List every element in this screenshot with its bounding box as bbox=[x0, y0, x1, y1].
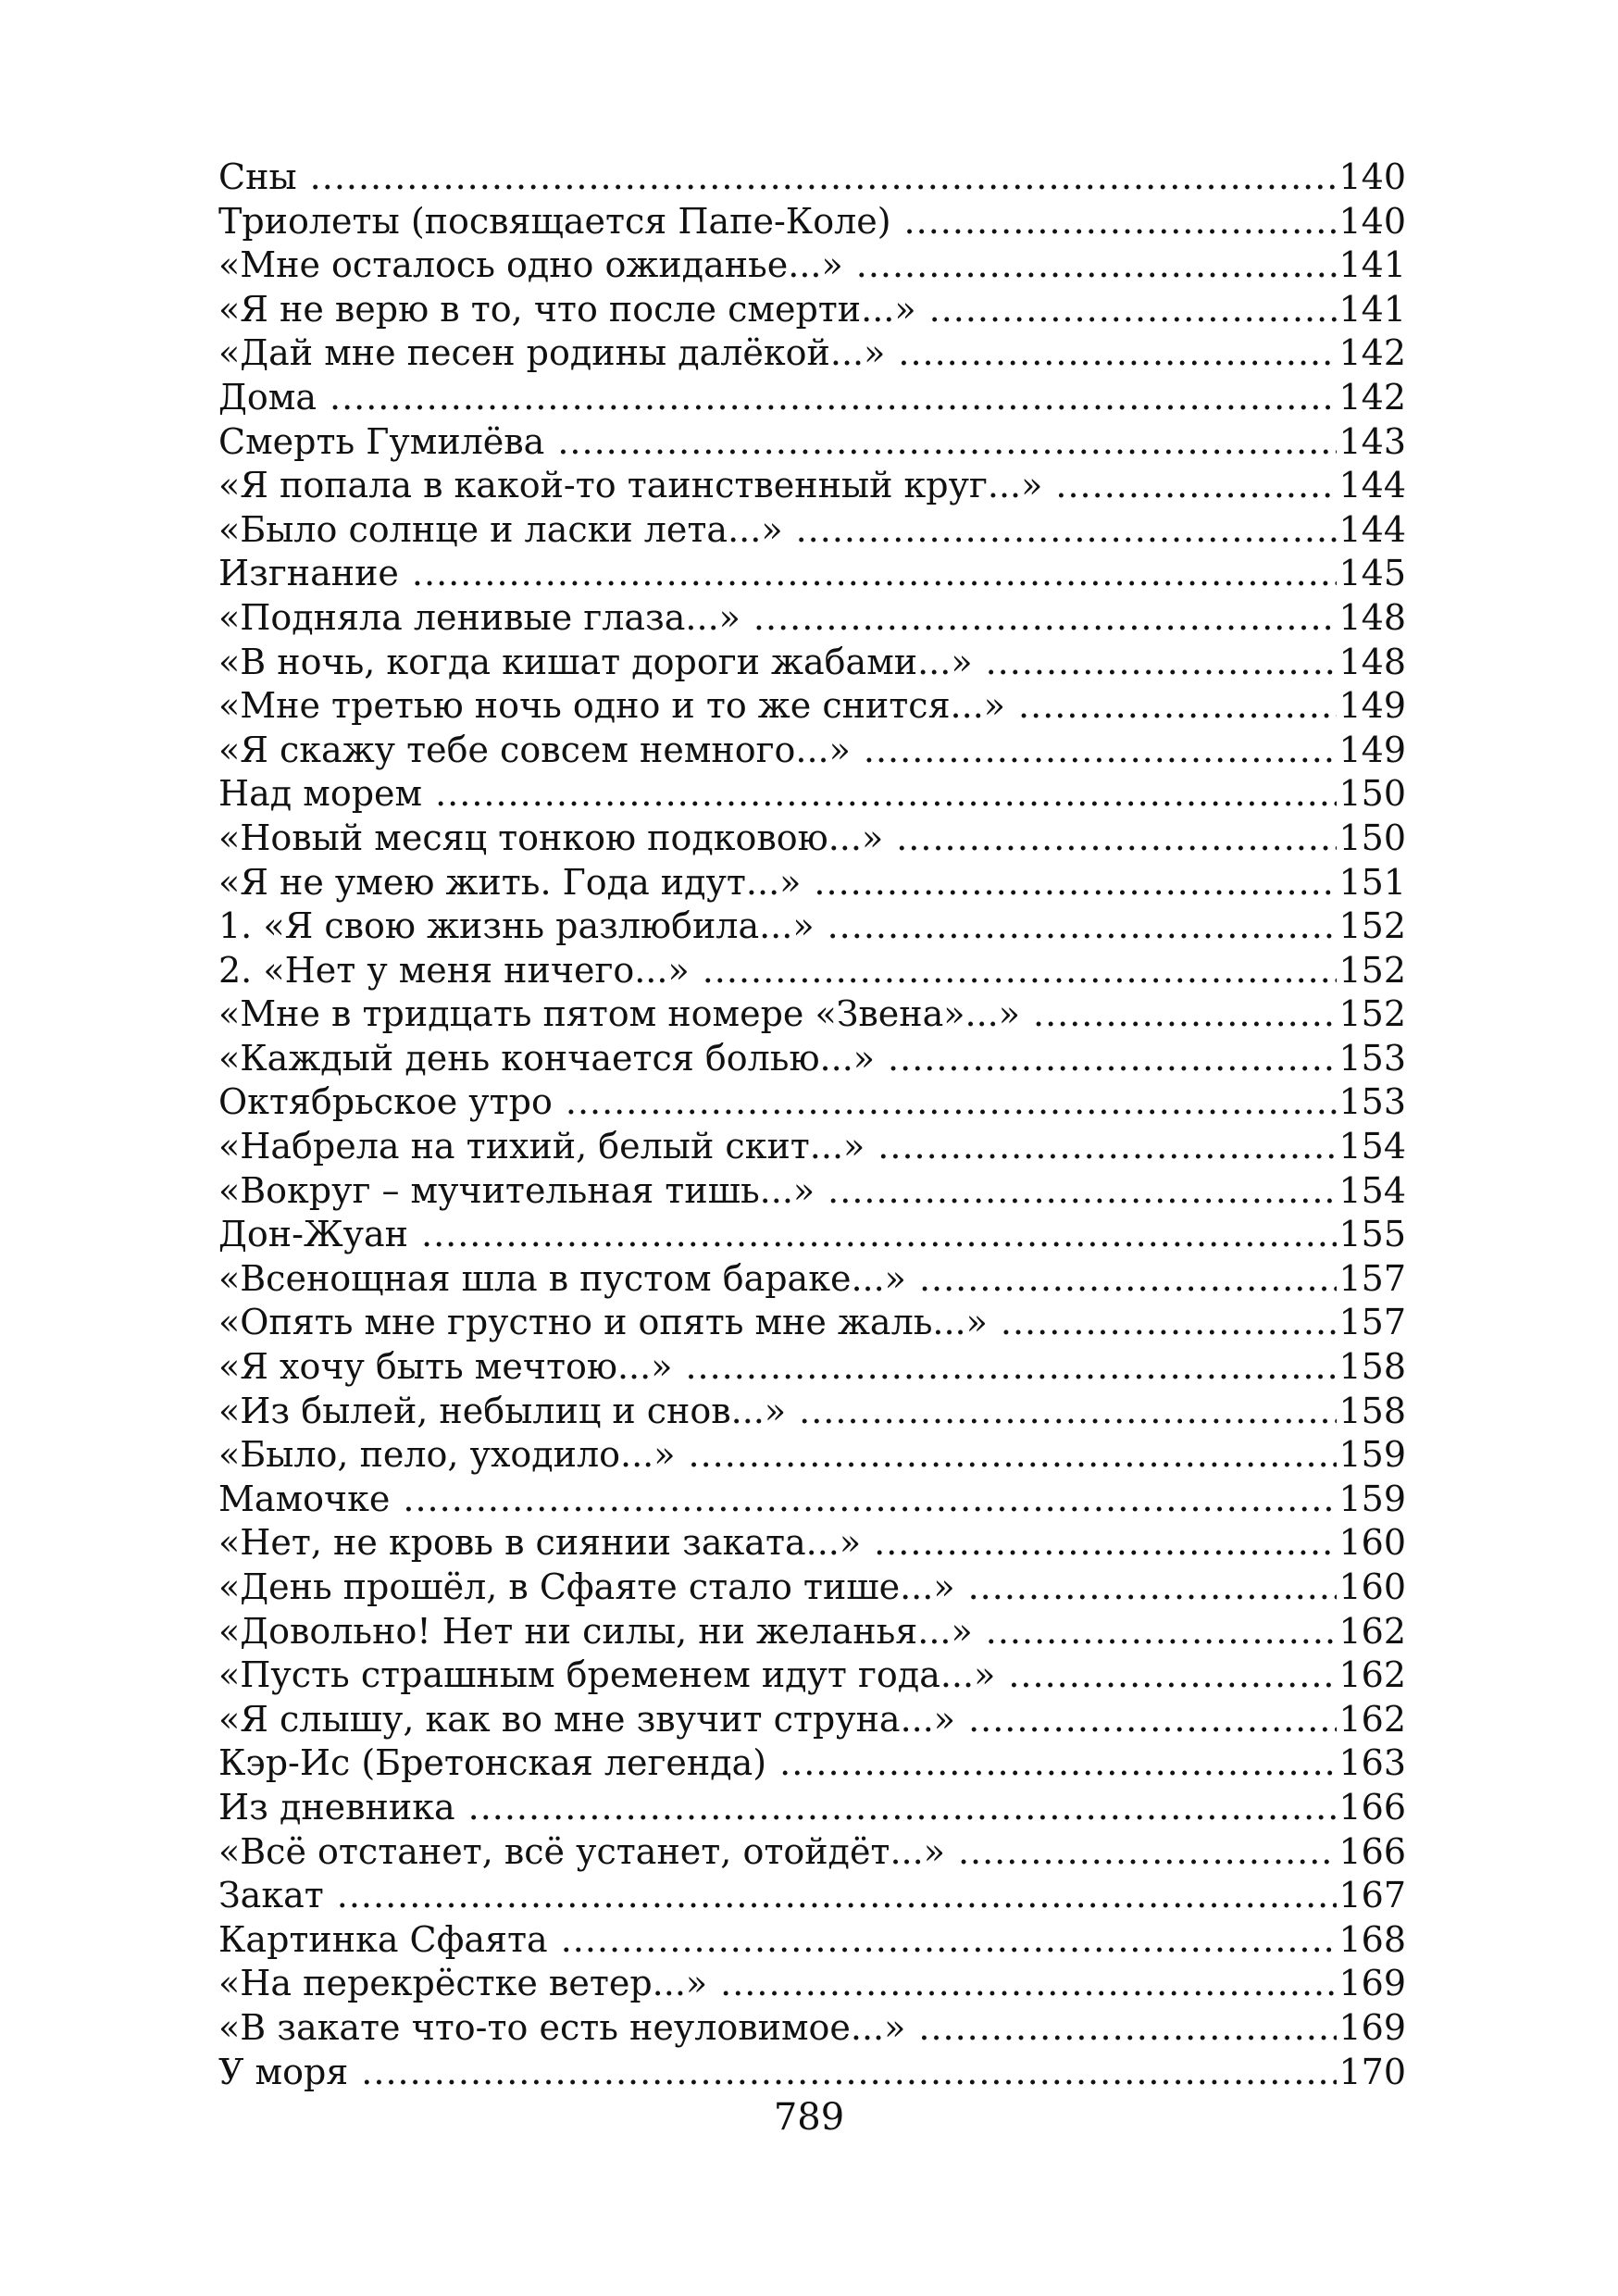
toc-entry bbox=[218, 1345, 1406, 1390]
toc-entry-page: 142 bbox=[1338, 332, 1406, 374]
toc-entry-title: «Я не верю в то, что после смерти...» bbox=[218, 288, 916, 330]
toc-entry bbox=[218, 243, 1406, 288]
toc-entry bbox=[218, 1301, 1406, 1345]
toc-entry bbox=[218, 1478, 1406, 1522]
toc-entry-page: 158 bbox=[1338, 1390, 1406, 1431]
toc-entry-title: Смерть Гумилёва bbox=[218, 420, 545, 462]
toc-entry-title: Дома bbox=[218, 376, 317, 418]
toc-entry bbox=[218, 2051, 1406, 2095]
toc-entry bbox=[218, 596, 1406, 641]
toc-leader-dots bbox=[856, 243, 1338, 288]
toc-entry-page: 162 bbox=[1338, 1698, 1406, 1740]
toc-leader-dots bbox=[1001, 1301, 1338, 1345]
toc-entry bbox=[218, 772, 1406, 817]
toc-entry-title: Изгнание bbox=[218, 553, 399, 594]
toc-leader-dots bbox=[685, 1345, 1337, 1390]
toc-entry-page: 152 bbox=[1338, 949, 1406, 991]
toc-leader-dots bbox=[877, 1125, 1337, 1169]
toc-entry-page: 162 bbox=[1338, 1610, 1406, 1652]
toc-entry-title: «Я скажу тебе совсем немного...» bbox=[218, 729, 851, 770]
toc-entry bbox=[218, 817, 1406, 861]
toc-entry-page: 151 bbox=[1338, 861, 1406, 903]
toc-leader-dots bbox=[986, 1610, 1338, 1654]
toc-entry-title: «Из былей, небылиц и снов...» bbox=[218, 1390, 787, 1431]
toc-entry bbox=[218, 1741, 1406, 1786]
toc-entry-page: 143 bbox=[1338, 420, 1406, 462]
toc-entry-page: 168 bbox=[1338, 1918, 1406, 1960]
toc-entry-page: 159 bbox=[1338, 1434, 1406, 1476]
toc-entry-page: 155 bbox=[1338, 1214, 1406, 1255]
toc-entry-title: «Опять мне грустно и опять мне жаль...» bbox=[218, 1302, 988, 1343]
toc-entry-page: 157 bbox=[1338, 1302, 1406, 1343]
toc-leader-dots bbox=[403, 1478, 1337, 1522]
toc-leader-dots bbox=[904, 200, 1338, 244]
toc-leader-dots bbox=[918, 2006, 1337, 2051]
toc-entry bbox=[218, 1037, 1406, 1081]
toc-leader-dots bbox=[337, 1874, 1338, 1918]
toc-entry-title: «Набрела на тихий, белый скит...» bbox=[218, 1126, 865, 1167]
toc-entry bbox=[218, 992, 1406, 1037]
toc-entry bbox=[218, 1653, 1406, 1698]
toc-leader-dots bbox=[703, 949, 1338, 993]
toc-entry bbox=[218, 1830, 1406, 1875]
toc-leader-dots bbox=[828, 905, 1338, 949]
toc-entry bbox=[218, 2006, 1406, 2051]
toc-entry-page: 153 bbox=[1338, 1081, 1406, 1123]
toc-leader-dots bbox=[1018, 684, 1337, 729]
toc-entry-page: 163 bbox=[1338, 1742, 1406, 1784]
toc-leader-dots bbox=[896, 817, 1337, 861]
toc-entry-page: 160 bbox=[1338, 1522, 1406, 1564]
page-number: 789 bbox=[773, 2096, 845, 2139]
toc-leader-dots bbox=[958, 1830, 1338, 1875]
toc-entry-page: 166 bbox=[1338, 1786, 1406, 1828]
toc-entry-title: «Нет, не кровь в сиянии заката...» bbox=[218, 1522, 862, 1564]
toc-entry-title: 2. «Нет у меня ничего...» bbox=[218, 949, 690, 991]
toc-leader-dots bbox=[796, 508, 1338, 553]
toc-entry-title: «Всенощная шла в пустом бараке...» bbox=[218, 1257, 906, 1299]
toc-entry bbox=[218, 376, 1406, 420]
toc-entry-page: 149 bbox=[1338, 729, 1406, 770]
toc-entry-title: «Я слышу, как во мне звучит струна...» bbox=[218, 1698, 956, 1740]
toc-entry-title: Картинка Сфаята bbox=[218, 1918, 548, 1960]
toc-entry bbox=[218, 1125, 1406, 1169]
toc-entry-title: Закат bbox=[218, 1875, 324, 1916]
toc-entry-title: «В ночь, когда кишат дороги жабами...» bbox=[218, 641, 973, 682]
toc-leader-dots bbox=[929, 288, 1338, 332]
toc-leader-dots bbox=[898, 331, 1337, 376]
toc-leader-dots bbox=[968, 1698, 1337, 1742]
toc-entry-page: 169 bbox=[1338, 2006, 1406, 2048]
toc-entry-page: 144 bbox=[1338, 465, 1406, 506]
toc-entry bbox=[218, 200, 1406, 244]
toc-entry-title: «Каждый день кончается болью...» bbox=[218, 1037, 876, 1079]
toc-leader-dots bbox=[468, 1786, 1338, 1830]
toc-entry-title: «В закате что-то есть неуловимое...» bbox=[218, 2006, 906, 2048]
toc-entry bbox=[218, 1962, 1406, 2006]
toc-entry bbox=[218, 552, 1406, 596]
toc-entry-page: 167 bbox=[1338, 1875, 1406, 1916]
toc-entry-page: 141 bbox=[1338, 288, 1406, 330]
toc-entry bbox=[218, 861, 1406, 905]
toc-entry-page: 169 bbox=[1338, 1963, 1406, 2004]
toc-entry-title: Кэр-Ис (Бретонская легенда) bbox=[218, 1742, 767, 1784]
toc-entry-title: «Было солнце и ласки лета...» bbox=[218, 508, 783, 550]
toc-entry-title: «Новый месяц тонкою подковою...» bbox=[218, 817, 884, 858]
toc-entry-page: 140 bbox=[1338, 200, 1406, 242]
toc-entry-title: «Вокруг – мучительная тишь...» bbox=[218, 1169, 815, 1211]
toc-leader-dots bbox=[799, 1390, 1337, 1434]
toc-entry-page: 142 bbox=[1338, 376, 1406, 418]
toc-entry-page: 158 bbox=[1338, 1346, 1406, 1388]
toc-entry-title: «Довольно! Нет ни силы, ни желанья...» bbox=[218, 1610, 973, 1652]
toc-entry-title: Дон-Жуан bbox=[218, 1214, 408, 1255]
toc-entry-title: «Мне третью ночь одно и то же снится...» bbox=[218, 685, 1006, 727]
toc-entry-title: «На перекрёстке ветер...» bbox=[218, 1963, 708, 2004]
toc-entry bbox=[218, 1257, 1406, 1302]
toc-leader-dots bbox=[566, 1080, 1338, 1125]
toc-entry-title: «Мне осталось одно ожиданье...» bbox=[218, 244, 843, 286]
toc-entry-page: 166 bbox=[1338, 1830, 1406, 1872]
toc-leader-dots bbox=[412, 552, 1338, 596]
toc-leader-dots bbox=[919, 1257, 1338, 1302]
toc-entry-page: 162 bbox=[1338, 1654, 1406, 1696]
toc-leader-dots bbox=[864, 729, 1338, 773]
toc-entry-title: У моря bbox=[218, 2051, 349, 2092]
toc-entry bbox=[218, 464, 1406, 508]
toc-entry bbox=[218, 1169, 1406, 1214]
toc-leader-dots bbox=[874, 1521, 1337, 1566]
toc-leader-dots bbox=[753, 596, 1338, 641]
toc-entry-title: «Я попала в какой-то таинственный круг...» bbox=[218, 465, 1043, 506]
toc-leader-dots bbox=[435, 772, 1337, 817]
toc-leader-dots bbox=[688, 1433, 1337, 1478]
toc-entry-page: 148 bbox=[1338, 596, 1406, 638]
toc-entry-title: Октябрьское утро bbox=[218, 1081, 553, 1123]
toc-leader-dots bbox=[557, 420, 1337, 465]
toc-entry-title: Триолеты (посвящается Папе-Коле) bbox=[218, 200, 891, 242]
toc-entry-title: 1. «Я свою жизнь разлюбила...» bbox=[218, 905, 815, 947]
toc-entry-page: 140 bbox=[1338, 156, 1406, 197]
toc-entry-page: 145 bbox=[1338, 553, 1406, 594]
toc-entry-title: Из дневника bbox=[218, 1786, 455, 1828]
toc-entry-page: 144 bbox=[1338, 508, 1406, 550]
toc-entry bbox=[218, 1566, 1406, 1610]
toc-entry-page: 150 bbox=[1338, 773, 1406, 815]
toc-entry-page: 148 bbox=[1338, 641, 1406, 682]
toc-entry bbox=[218, 949, 1406, 993]
toc-leader-dots bbox=[888, 1037, 1337, 1081]
toc-entry-title: Сны bbox=[218, 156, 297, 197]
toc-entry bbox=[218, 905, 1406, 949]
toc-entry-title: «Я хочу быть мечтою...» bbox=[218, 1346, 673, 1388]
toc-entry-page: 170 bbox=[1338, 2051, 1406, 2092]
toc-entry bbox=[218, 1390, 1406, 1434]
toc-leader-dots bbox=[779, 1741, 1337, 1786]
toc-entry-title: «Мне в тридцать пятом номере «Звена»...» bbox=[218, 993, 1020, 1035]
toc-entry-page: 159 bbox=[1338, 1478, 1406, 1519]
toc-leader-dots bbox=[1008, 1653, 1337, 1698]
toc-entry bbox=[218, 641, 1406, 685]
toc-entry-page: 150 bbox=[1338, 817, 1406, 858]
toc-entry bbox=[218, 1080, 1406, 1125]
toc-entry bbox=[218, 420, 1406, 465]
toc-entry bbox=[218, 1433, 1406, 1478]
toc-leader-dots bbox=[814, 861, 1337, 905]
toc-entry bbox=[218, 1874, 1406, 1918]
toc-entry bbox=[218, 508, 1406, 553]
toc-entry-title: «Дай мне песен родины далёкой...» bbox=[218, 332, 886, 374]
toc-leader-dots bbox=[330, 376, 1337, 420]
toc-leader-dots bbox=[828, 1169, 1337, 1214]
toc-entry bbox=[218, 729, 1406, 773]
toc-entry-title: «Всё отстанет, всё устанет, отойдёт...» bbox=[218, 1830, 945, 1872]
toc-entry-page: 154 bbox=[1338, 1126, 1406, 1167]
toc-entry-page: 152 bbox=[1338, 905, 1406, 947]
toc-entry bbox=[218, 684, 1406, 729]
toc-leader-dots bbox=[421, 1213, 1337, 1257]
toc-leader-dots bbox=[361, 2051, 1337, 2095]
toc-entry bbox=[218, 1786, 1406, 1830]
toc-entry-title: «Было, пело, уходило...» bbox=[218, 1434, 676, 1476]
toc-leader-dots bbox=[720, 1962, 1337, 2006]
toc-entry-page: 141 bbox=[1338, 244, 1406, 286]
toc-entry-title: «Я не умею жить. Года идут...» bbox=[218, 861, 802, 903]
toc-entry-title: «День прошёл, в Сфаяте стало тише...» bbox=[218, 1566, 955, 1607]
toc-entry bbox=[218, 1918, 1406, 1963]
toc-entry-page: 149 bbox=[1338, 685, 1406, 727]
toc-leader-dots bbox=[986, 641, 1338, 685]
toc-entry-title: «Подняла ленивые глаза...» bbox=[218, 596, 741, 638]
toc-leader-dots bbox=[1033, 992, 1337, 1037]
toc-entry bbox=[218, 288, 1406, 332]
toc-entry-page: 160 bbox=[1338, 1566, 1406, 1607]
toc-entry bbox=[218, 156, 1406, 200]
toc-leader-dots bbox=[310, 156, 1338, 200]
toc-entry bbox=[218, 1213, 1406, 1257]
table-of-contents bbox=[218, 156, 1406, 2094]
toc-entry-page: 154 bbox=[1338, 1169, 1406, 1211]
toc-leader-dots bbox=[561, 1918, 1338, 1963]
toc-entry bbox=[218, 331, 1406, 376]
toc-entry-page: 157 bbox=[1338, 1257, 1406, 1299]
toc-leader-dots bbox=[1055, 464, 1337, 508]
toc-entry-page: 153 bbox=[1338, 1037, 1406, 1079]
toc-entry bbox=[218, 1698, 1406, 1742]
toc-entry-title: Над морем bbox=[218, 773, 423, 815]
toc-entry-page: 152 bbox=[1338, 993, 1406, 1035]
toc-leader-dots bbox=[968, 1566, 1338, 1610]
toc-entry-title: Мамочке bbox=[218, 1478, 391, 1519]
toc-entry bbox=[218, 1610, 1406, 1654]
toc-entry bbox=[218, 1521, 1406, 1566]
toc-entry-title: «Пусть страшным бременем идут года...» bbox=[218, 1654, 996, 1696]
